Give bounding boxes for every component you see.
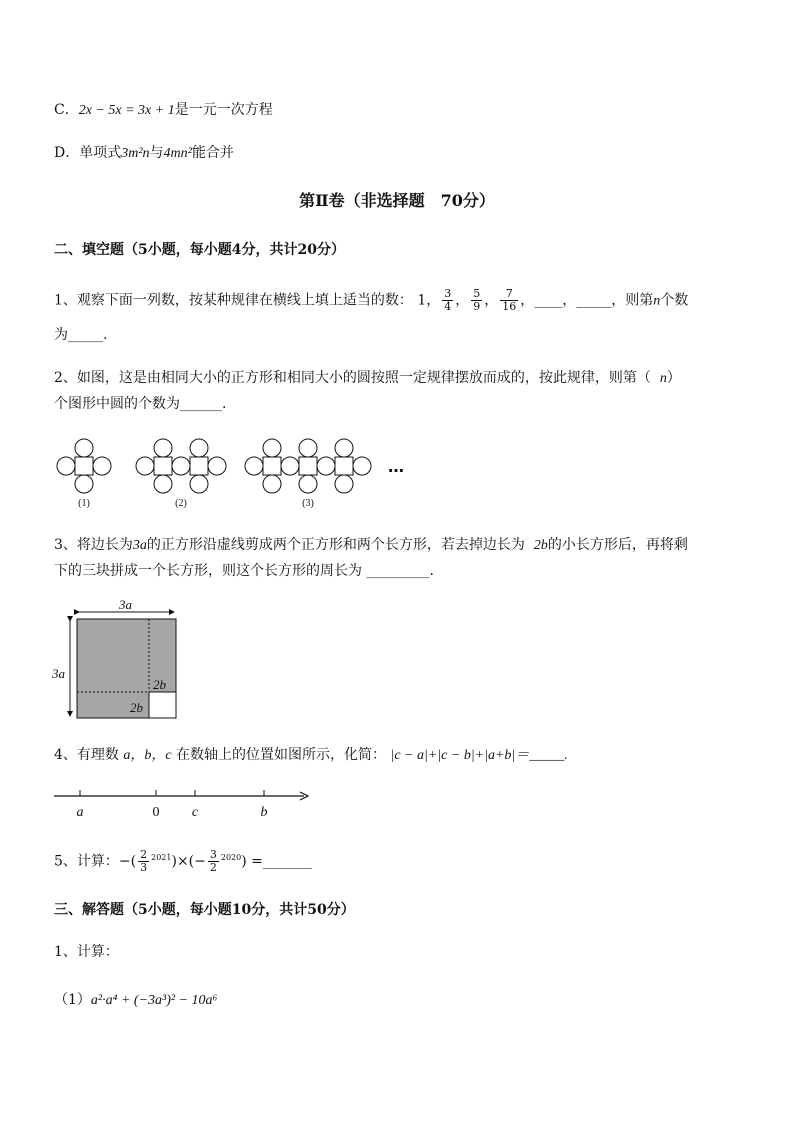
question-5: 5、计算：−( $\frac{2}{3}$ $^{2021}$)×(− $\frac{3}{2}$ $^{2020}$) =_______ — [54, 848, 312, 875]
fraction-2: $\frac{5}{9}$ — [473, 287, 481, 313]
fraction-2-3: $\frac{2}{3}$ — [140, 848, 148, 875]
ellipsis: … — [388, 457, 404, 476]
figure-label-2: (2) — [175, 498, 187, 509]
option-c: C．2x − 5x = 3x + 1是一元一次方程 — [54, 102, 273, 118]
label-a: a — [76, 805, 84, 820]
solve-header: 三、解答题（5小题，每小题10分，共计50分） — [54, 902, 355, 918]
question-2: 2、如图，这是由相同大小的正方形和相同大小的圆按照一定规律摆放而成的，按此规律，则第（ n） — [54, 370, 681, 386]
left-label: 3a — [52, 666, 65, 681]
fill-blank-header: 二、填空题（5小题，每小题4分，共计20分） — [54, 242, 345, 258]
inner-label: 2b — [153, 677, 166, 692]
bottom-label: 2b — [130, 700, 143, 715]
label-0: 0 — [152, 805, 160, 820]
fraction-3: $\frac{7}{16}$ — [502, 287, 517, 313]
solve-question-1-part-1: （1）a²·a⁴ + (−3a³)² − 10a⁶ — [54, 992, 218, 1008]
section-2-title: 第Ⅱ卷（非选择题 70分） — [299, 191, 495, 210]
fraction-3-2: $\frac{3}{2}$ — [209, 848, 217, 875]
figure-label-1: (1) — [78, 498, 90, 509]
question-1-line2: 为_____. — [54, 327, 108, 343]
figure-label-3: (3) — [302, 498, 314, 509]
top-label: 3a — [119, 597, 132, 612]
question-1: 1、观察下面一列数，按某种规律在横线上填上适当的数： 1， $\frac{3}{4}$ ， $\frac{5}{9}$ ， $\frac{7}{16}$ ，____，_____，则第n个数 — [54, 287, 689, 313]
question-2-line2: 个图形中圆的个数为______. — [54, 396, 227, 412]
part-1-expression: a²·a⁴ + (−3a³)² − 10a⁶ — [90, 993, 218, 1008]
term-2: 4mn² — [163, 146, 192, 161]
option-d: D．单项式3m²n与4mn²能合并 — [54, 145, 234, 161]
solve-question-1: 1、计算： — [54, 944, 119, 960]
option-c-formula: 2x − 5x = 3x + 1 — [78, 103, 175, 118]
label-c: c — [191, 805, 199, 820]
fraction-1: $\frac{3}{4}$ — [444, 287, 452, 313]
question-3-line2: 下的三块拼成一个长方形，则这个长方形的周长为 _________. — [54, 563, 434, 579]
question-3: 3、将边长为3a的正方形沿虚线剪成两个正方形和两个长方形，若去掉边长为 2b的小长方形后，再将剩 — [54, 537, 688, 553]
question-4: 4、有理数 a，b，c 在数轴上的位置如图所示，化简： |c − a|+|c − b|+|a+b|＝_____. — [54, 747, 568, 763]
label-b: b — [260, 805, 268, 820]
term-1: 3m²n — [121, 146, 150, 161]
